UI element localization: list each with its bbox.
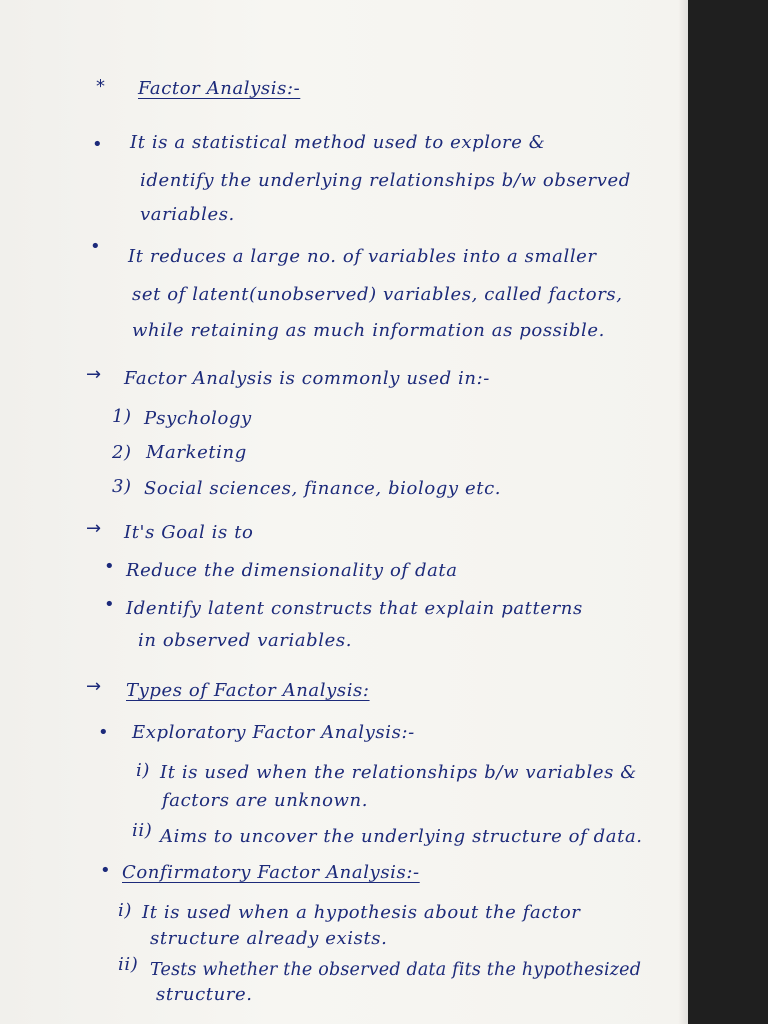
intro-2-line-2: set of latent(unobserved) variables, called factors, [132,284,623,305]
efa-point-1-number: i) [136,760,150,781]
uses-item-2-number: 2) [112,442,132,463]
efa-point-2-number: ii) [132,820,153,841]
uses-item-3: Social sciences, finance, biology etc. [144,478,502,499]
efa-point-1-line-2: factors are unknown. [162,790,369,811]
intro-1-line-3: variables. [140,204,235,225]
cfa-point-1-line-1: It is used when a hypothesis about the factor [142,902,581,923]
uses-item-1-number: 1) [112,406,132,427]
types-heading: Types of Factor Analysis: [126,680,370,701]
cfa-point-1-line-2: structure already exists. [150,928,388,949]
cfa-point-1-number: i) [118,900,132,921]
uses-item-1: Psychology [144,408,252,429]
bullet-icon: • [98,722,109,743]
uses-heading: Factor Analysis is commonly used in:- [124,368,490,389]
arrow-icon: → [86,364,102,385]
cfa-point-2-number: ii) [118,954,139,975]
goal-bullet-2-line-2: in observed variables. [138,630,353,651]
goal-bullet-2-line-1: Identify latent constructs that explain patterns [126,598,583,619]
uses-item-2: Marketing [146,442,247,463]
bullet-icon: • [104,556,115,577]
bullet-icon: • [104,594,115,615]
bullet-icon: • [90,236,101,257]
star-marker: * [96,76,105,97]
goal-bullet-1: Reduce the dimensionality of data [126,560,458,581]
intro-1-line-1: It is a statistical method used to explore & [130,132,546,153]
uses-item-3-number: 3) [112,476,132,497]
intro-1-line-2: identify the underlying relationships b/w observed [140,170,631,191]
efa-point-1-line-1: It is used when the relationships b/w variables & [160,762,637,783]
bullet-icon: • [100,860,111,881]
cfa-point-2-line-2: structure. [156,984,253,1005]
cfa-point-2-line-1: Tests whether the observed data fits the hypothesized [150,960,642,980]
background-edge [688,0,768,1024]
efa-title: Exploratory Factor Analysis:- [132,722,415,743]
efa-point-2-line-1: Aims to uncover the underlying structure of data. [160,826,643,847]
goal-heading: It's Goal is to [124,522,254,543]
intro-2-line-1: It reduces a large no. of variables into a smaller [128,246,597,267]
arrow-icon: → [86,518,102,539]
arrow-icon: → [86,676,102,697]
cfa-title: Confirmatory Factor Analysis:- [122,862,420,883]
bullet-icon: • [92,134,103,155]
page-title: Factor Analysis:- [138,78,301,99]
intro-2-line-3: while retaining as much information as possible. [132,320,605,341]
